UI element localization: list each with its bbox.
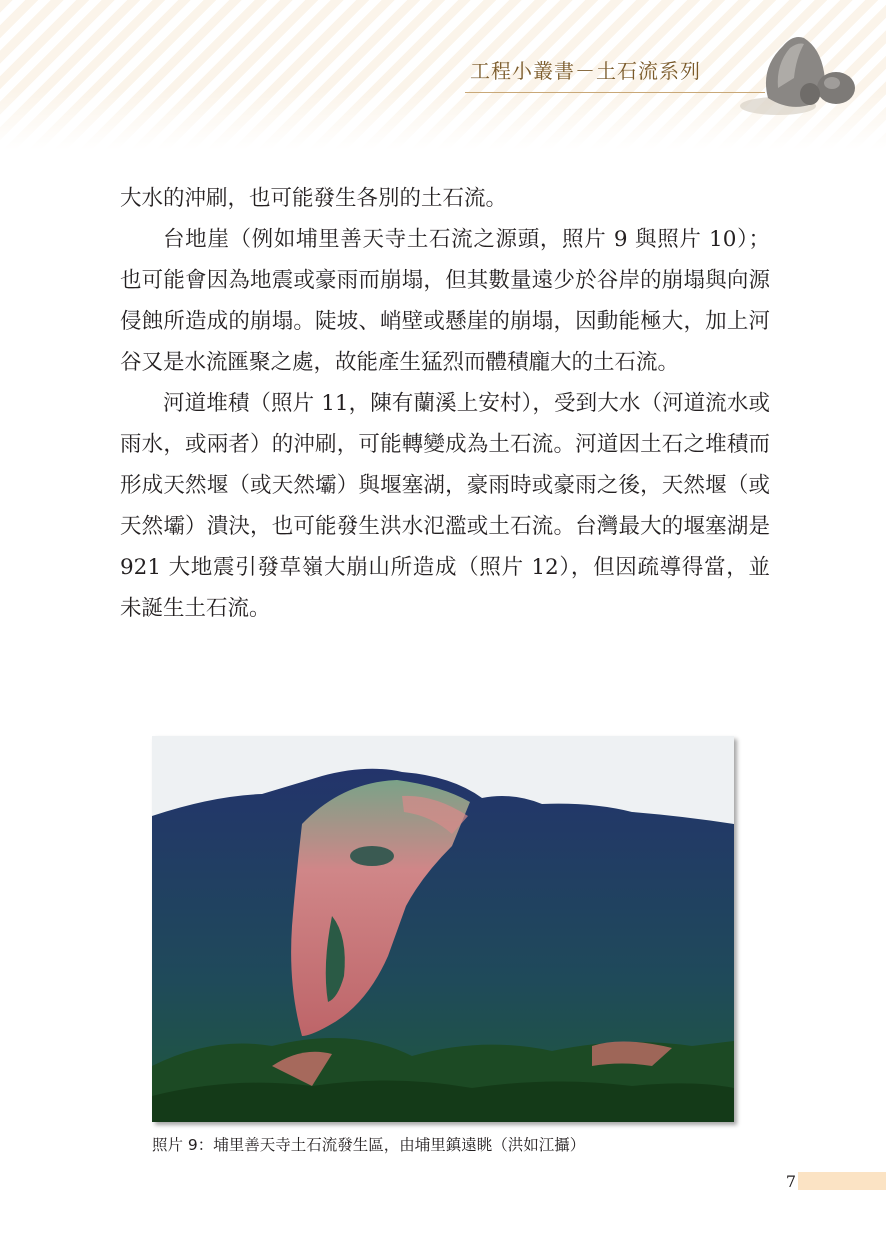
body-text bbox=[120, 178, 770, 629]
page-number: 7 bbox=[785, 1172, 796, 1191]
body-paragraph: 大水的沖刷，也可能發生各別的土石流。 bbox=[120, 186, 508, 211]
header-divider bbox=[465, 92, 765, 93]
body-paragraph: 台地崖（例如埔里善天寺土石流之源頭，照片 9 與照片 10）；也可能會因為地震或豪雨而崩塌，但其數量遠少於谷岸的崩塌與向源侵蝕所造成的崩塌。陡坡、峭壁或懸崖的崩塌，因動能極大，加上河谷又是水流匯聚之處，故能產生猛烈而體積龐大的土石流。 bbox=[120, 227, 770, 375]
photo-caption: 照片 9：埔里善天寺土石流發生區，由埔里鎮遠眺（洪如江攝） bbox=[152, 1136, 586, 1154]
body-paragraph: 河道堆積（照片 11，陳有蘭溪上安村），受到大水（河道流水或雨水，或兩者）的沖刷，可能轉變成為土石流。河道因土石之堆積而形成天然堰（或天然壩）與堰塞湖，豪雨時或豪雨之後，天然堰（或天然壩）潰決，也可能發生洪水氾濫或土石流。台灣最大的堰塞湖是 921 大地震引發草嶺大崩山所造成（照片 12），但因疏導得當，並未誕生土石流。 bbox=[120, 391, 770, 621]
landslide-photo bbox=[152, 736, 734, 1122]
page-tab-marker bbox=[798, 1172, 886, 1190]
series-title: 工程小叢書－土石流系列 bbox=[470, 59, 701, 83]
boulder-rocks-icon bbox=[738, 28, 858, 120]
